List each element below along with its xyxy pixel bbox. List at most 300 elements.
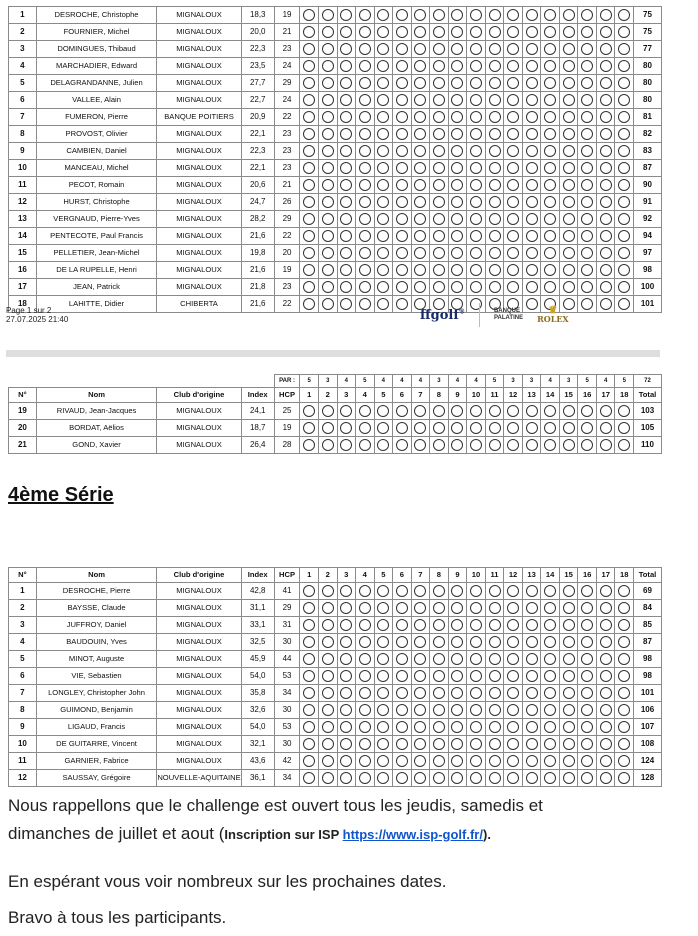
hole-cell xyxy=(596,143,615,160)
score-marker xyxy=(544,162,556,174)
hole-cell xyxy=(467,41,486,58)
hole-cell xyxy=(430,160,449,177)
hole-cell xyxy=(504,617,523,634)
hole-cell xyxy=(374,245,393,262)
score-marker xyxy=(581,162,593,174)
score-marker xyxy=(414,602,426,614)
hole-cell xyxy=(411,770,430,787)
score-marker xyxy=(414,405,426,417)
score-marker xyxy=(303,772,315,784)
score-marker xyxy=(396,738,408,750)
par-value: 3 xyxy=(318,375,337,388)
score-marker xyxy=(470,281,482,293)
score-marker xyxy=(359,619,371,631)
hole-cell xyxy=(411,58,430,75)
score-marker xyxy=(396,772,408,784)
hole-cell xyxy=(356,437,375,454)
score-marker xyxy=(544,721,556,733)
hole-cell xyxy=(485,143,504,160)
hole-cell xyxy=(411,24,430,41)
col-hole: 16 xyxy=(578,388,597,403)
crown-icon: ♛ xyxy=(548,305,558,316)
score-marker xyxy=(470,111,482,123)
score-marker xyxy=(340,619,352,631)
score-marker xyxy=(581,721,593,733)
hole-cell xyxy=(300,211,319,228)
scorecard-rows xyxy=(9,7,662,313)
score-marker xyxy=(322,619,334,631)
hole-cell xyxy=(541,702,560,719)
hole-cell xyxy=(430,651,449,668)
score-marker xyxy=(322,298,334,310)
hole-cell xyxy=(485,262,504,279)
player-name: JUFFROY, Daniel xyxy=(36,617,157,634)
player-hcp: 30 xyxy=(274,736,300,753)
hole-cell xyxy=(467,668,486,685)
par-value: 5 xyxy=(356,375,375,388)
score-marker xyxy=(544,230,556,242)
score-marker xyxy=(526,687,538,699)
score-marker xyxy=(377,738,389,750)
hole-cell xyxy=(596,194,615,211)
player-index: 20,9 xyxy=(241,109,274,126)
score-marker xyxy=(470,738,482,750)
player-hcp: 53 xyxy=(274,719,300,736)
table-row xyxy=(9,92,662,109)
score-marker xyxy=(526,213,538,225)
hole-cell xyxy=(337,719,356,736)
score-marker xyxy=(322,247,334,259)
score-marker xyxy=(451,26,463,38)
hole-cell xyxy=(430,600,449,617)
score-marker xyxy=(322,687,334,699)
score-marker xyxy=(507,162,519,174)
hole-cell xyxy=(578,177,597,194)
score-marker xyxy=(563,670,575,682)
score-marker xyxy=(322,162,334,174)
hole-cell xyxy=(393,58,412,75)
score-marker xyxy=(322,670,334,682)
score-marker xyxy=(563,422,575,434)
hole-cell xyxy=(448,617,467,634)
hole-cell xyxy=(504,92,523,109)
hole-cell xyxy=(393,685,412,702)
score-marker xyxy=(359,602,371,614)
hole-cell xyxy=(522,403,541,420)
score-marker xyxy=(618,619,630,631)
score-marker xyxy=(340,721,352,733)
hole-cell xyxy=(578,719,597,736)
score-marker xyxy=(322,145,334,157)
col-hole: 5 xyxy=(374,568,393,583)
score-marker xyxy=(303,298,315,310)
score-marker xyxy=(581,26,593,38)
par-value: 5 xyxy=(578,375,597,388)
player-total: 108 xyxy=(634,736,662,753)
hole-cell xyxy=(448,58,467,75)
player-index: 32,1 xyxy=(241,736,274,753)
hole-cell xyxy=(559,109,578,126)
hole-cell xyxy=(485,437,504,454)
score-marker xyxy=(581,264,593,276)
hole-cell xyxy=(356,685,375,702)
score-marker xyxy=(433,653,445,665)
hole-cell xyxy=(559,651,578,668)
hole-cell xyxy=(448,420,467,437)
hole-cell xyxy=(559,245,578,262)
score-marker xyxy=(507,670,519,682)
hole-cell xyxy=(430,24,449,41)
score-marker xyxy=(526,247,538,259)
hole-cell xyxy=(448,770,467,787)
score-marker xyxy=(359,145,371,157)
player-total: 110 xyxy=(634,437,662,454)
score-marker xyxy=(377,653,389,665)
hole-cell xyxy=(467,617,486,634)
score-marker xyxy=(507,145,519,157)
hole-cell xyxy=(615,634,634,651)
score-marker xyxy=(526,43,538,55)
col-club: Club d'origine xyxy=(157,388,241,403)
score-marker xyxy=(359,43,371,55)
hole-cell xyxy=(578,7,597,24)
hole-cell xyxy=(596,58,615,75)
hole-cell xyxy=(448,279,467,296)
hole-cell xyxy=(411,617,430,634)
score-marker xyxy=(489,145,501,157)
table-row xyxy=(9,109,662,126)
score-marker xyxy=(470,704,482,716)
hole-cell xyxy=(374,92,393,109)
announcement-paragraph xyxy=(8,792,543,849)
score-marker xyxy=(322,772,334,784)
score-marker xyxy=(414,264,426,276)
score-marker xyxy=(544,264,556,276)
hole-cell xyxy=(448,211,467,228)
hole-cell xyxy=(300,92,319,109)
hole-cell xyxy=(522,245,541,262)
score-marker xyxy=(544,145,556,157)
hole-cell xyxy=(596,403,615,420)
player-total: 100 xyxy=(634,279,662,296)
score-marker xyxy=(433,196,445,208)
score-marker xyxy=(600,196,612,208)
hole-cell xyxy=(559,736,578,753)
score-marker xyxy=(563,247,575,259)
hole-cell xyxy=(504,753,523,770)
hole-cell xyxy=(448,143,467,160)
hole-cell xyxy=(522,437,541,454)
hole-cell xyxy=(448,719,467,736)
score-marker xyxy=(396,179,408,191)
score-marker xyxy=(396,422,408,434)
player-club: MIGNALOUX xyxy=(157,92,241,109)
score-marker xyxy=(563,179,575,191)
hole-cell xyxy=(559,228,578,245)
table-row xyxy=(9,770,662,787)
score-marker xyxy=(507,94,519,106)
score-marker xyxy=(396,43,408,55)
hole-cell xyxy=(356,92,375,109)
hole-cell xyxy=(541,109,560,126)
hole-cell xyxy=(411,211,430,228)
col-num: N° xyxy=(9,568,37,583)
score-marker xyxy=(526,179,538,191)
hole-cell xyxy=(596,600,615,617)
player-club: MIGNALOUX xyxy=(157,437,241,454)
score-marker xyxy=(414,213,426,225)
player-name: LONGLEY, Christopher John xyxy=(36,685,157,702)
hole-cell xyxy=(411,685,430,702)
hole-cell xyxy=(411,177,430,194)
hole-cell xyxy=(411,668,430,685)
hole-cell xyxy=(374,719,393,736)
hole-cell xyxy=(411,753,430,770)
hole-cell xyxy=(485,92,504,109)
hole-cell xyxy=(448,160,467,177)
score-marker xyxy=(396,196,408,208)
hole-cell xyxy=(318,702,337,719)
hole-cell xyxy=(374,736,393,753)
player-name: MANCEAU, Michel xyxy=(36,160,157,177)
hole-cell xyxy=(411,736,430,753)
score-marker xyxy=(526,281,538,293)
hole-cell xyxy=(485,279,504,296)
hole-cell xyxy=(430,770,449,787)
hole-cell xyxy=(300,279,319,296)
score-marker xyxy=(600,9,612,21)
isp-link[interactable]: https://www.isp-golf.fr/ xyxy=(342,827,483,842)
score-marker xyxy=(451,755,463,767)
hole-cell xyxy=(578,296,597,313)
hole-cell xyxy=(559,7,578,24)
hole-cell xyxy=(448,736,467,753)
score-marker xyxy=(600,653,612,665)
score-marker xyxy=(618,439,630,451)
blank-cell xyxy=(157,375,241,388)
player-hcp: 26 xyxy=(274,194,300,211)
hole-cell xyxy=(393,262,412,279)
score-marker xyxy=(433,422,445,434)
hole-cell xyxy=(559,262,578,279)
col-hole: 13 xyxy=(522,568,541,583)
print-datetime: 27.07.2025 21:40 xyxy=(6,315,69,324)
score-marker xyxy=(359,738,371,750)
score-marker xyxy=(507,405,519,417)
score-marker xyxy=(600,619,612,631)
score-marker xyxy=(526,196,538,208)
player-club: MIGNALOUX xyxy=(157,736,241,753)
score-marker xyxy=(489,9,501,21)
hole-cell xyxy=(485,24,504,41)
hole-cell xyxy=(559,92,578,109)
score-marker xyxy=(433,619,445,631)
hole-cell xyxy=(300,24,319,41)
player-hcp: 24 xyxy=(274,92,300,109)
header-row xyxy=(9,388,662,403)
score-marker xyxy=(433,247,445,259)
score-marker xyxy=(618,230,630,242)
score-marker xyxy=(303,602,315,614)
score-marker xyxy=(359,60,371,72)
player-club: MIGNALOUX xyxy=(157,583,241,600)
header-row xyxy=(9,568,662,583)
score-marker xyxy=(470,128,482,140)
hole-cell xyxy=(559,583,578,600)
col-hole: 16 xyxy=(578,568,597,583)
score-marker xyxy=(507,43,519,55)
score-marker xyxy=(600,721,612,733)
hole-cell xyxy=(615,24,634,41)
hole-cell xyxy=(374,160,393,177)
player-index: 23,5 xyxy=(241,58,274,75)
score-marker xyxy=(581,230,593,242)
score-marker xyxy=(489,94,501,106)
score-marker xyxy=(489,196,501,208)
hole-cell xyxy=(430,109,449,126)
player-club: MIGNALOUX xyxy=(157,719,241,736)
hole-cell xyxy=(318,7,337,24)
hole-cell xyxy=(448,245,467,262)
score-marker xyxy=(414,128,426,140)
score-marker xyxy=(544,439,556,451)
hole-cell xyxy=(430,126,449,143)
score-marker xyxy=(489,162,501,174)
score-marker xyxy=(526,94,538,106)
score-marker xyxy=(414,281,426,293)
hole-cell xyxy=(578,109,597,126)
score-marker xyxy=(618,738,630,750)
hole-cell xyxy=(559,194,578,211)
score-marker xyxy=(396,602,408,614)
table-row xyxy=(9,211,662,228)
hole-cell xyxy=(504,109,523,126)
hole-cell xyxy=(559,58,578,75)
player-hcp: 53 xyxy=(274,668,300,685)
hole-cell xyxy=(356,262,375,279)
table-row xyxy=(9,58,662,75)
player-total: 124 xyxy=(634,753,662,770)
hole-cell xyxy=(356,420,375,437)
hole-cell xyxy=(411,651,430,668)
score-marker xyxy=(359,422,371,434)
player-club: MIGNALOUX xyxy=(157,58,241,75)
player-total: 69 xyxy=(634,583,662,600)
score-marker xyxy=(544,738,556,750)
score-marker xyxy=(377,145,389,157)
score-marker xyxy=(470,77,482,89)
col-total: Total xyxy=(634,568,662,583)
hole-cell xyxy=(356,109,375,126)
hole-cell xyxy=(522,262,541,279)
announcement-line: Nous rappellons que le challenge est ouvert tous les jeudis, samedis et xyxy=(8,796,543,815)
player-index: 24,7 xyxy=(241,194,274,211)
hole-cell xyxy=(430,177,449,194)
score-marker xyxy=(396,111,408,123)
score-marker xyxy=(322,602,334,614)
score-marker xyxy=(526,60,538,72)
player-total: 85 xyxy=(634,617,662,634)
score-marker xyxy=(303,145,315,157)
hole-cell xyxy=(541,719,560,736)
score-marker xyxy=(377,670,389,682)
score-marker xyxy=(544,636,556,648)
player-total: 77 xyxy=(634,41,662,58)
hole-cell xyxy=(541,651,560,668)
player-number: 1 xyxy=(9,7,37,24)
hole-cell xyxy=(356,668,375,685)
hole-cell xyxy=(504,194,523,211)
par-value: 3 xyxy=(504,375,523,388)
score-marker xyxy=(507,585,519,597)
hole-cell xyxy=(578,92,597,109)
score-marker xyxy=(600,704,612,716)
par-label: PAR : xyxy=(274,375,300,388)
hole-cell xyxy=(615,668,634,685)
score-marker xyxy=(377,43,389,55)
hole-cell xyxy=(467,403,486,420)
hole-cell xyxy=(411,403,430,420)
hole-cell xyxy=(393,143,412,160)
hole-cell xyxy=(596,437,615,454)
hole-cell xyxy=(522,24,541,41)
blank-cell xyxy=(241,375,274,388)
score-marker xyxy=(322,264,334,276)
score-marker xyxy=(340,755,352,767)
score-marker xyxy=(433,111,445,123)
hole-cell xyxy=(522,668,541,685)
hole-cell xyxy=(337,24,356,41)
hole-cell xyxy=(541,583,560,600)
hole-cell xyxy=(374,143,393,160)
score-marker xyxy=(600,602,612,614)
hole-cell xyxy=(578,668,597,685)
hole-cell xyxy=(541,92,560,109)
player-total: 94 xyxy=(634,228,662,245)
player-name: DELAGRANDANNE, Julien xyxy=(36,75,157,92)
hole-cell xyxy=(578,403,597,420)
player-club: MIGNALOUX xyxy=(157,160,241,177)
hole-cell xyxy=(467,75,486,92)
hole-cell xyxy=(411,75,430,92)
player-number: 8 xyxy=(9,126,37,143)
score-marker xyxy=(507,9,519,21)
score-marker xyxy=(581,145,593,157)
hole-cell xyxy=(596,41,615,58)
score-marker xyxy=(414,94,426,106)
player-number: 19 xyxy=(9,403,37,420)
hole-cell xyxy=(615,617,634,634)
score-marker xyxy=(359,230,371,242)
table-row xyxy=(9,753,662,770)
par-value: 4 xyxy=(337,375,356,388)
col-hcp: HCP xyxy=(274,568,300,583)
player-number: 8 xyxy=(9,702,37,719)
score-marker xyxy=(451,653,463,665)
player-index: 26,4 xyxy=(241,437,274,454)
score-marker xyxy=(377,687,389,699)
score-marker xyxy=(359,94,371,106)
table-row xyxy=(9,583,662,600)
hole-cell xyxy=(541,668,560,685)
player-hcp: 41 xyxy=(274,583,300,600)
table-row xyxy=(9,75,662,92)
score-marker xyxy=(618,111,630,123)
hole-cell xyxy=(337,143,356,160)
hole-cell xyxy=(578,194,597,211)
score-marker xyxy=(340,111,352,123)
score-marker xyxy=(507,196,519,208)
